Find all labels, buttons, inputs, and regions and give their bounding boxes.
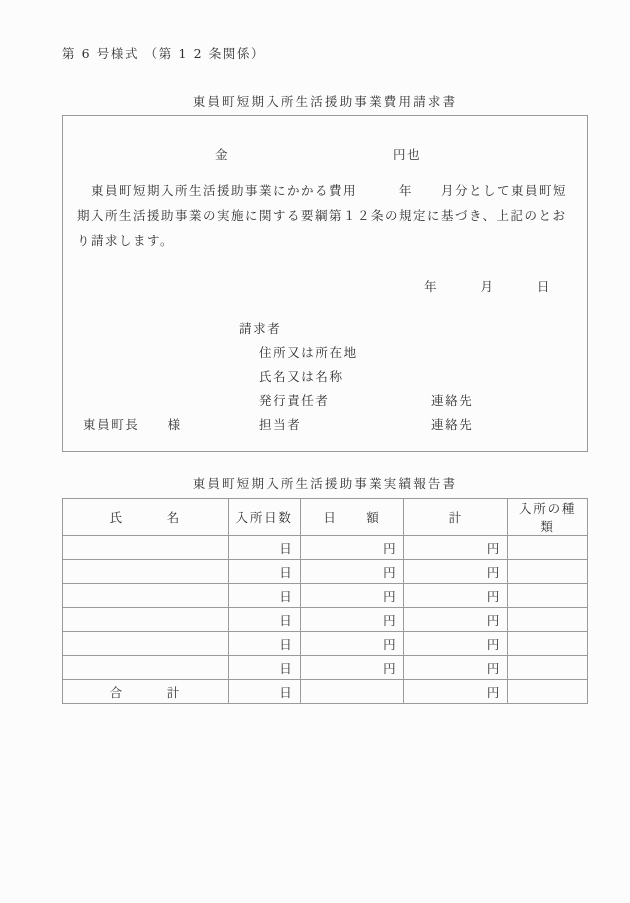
signature-label-publisher: 発行責任者 — [259, 393, 330, 408]
amount-unit: 円也 — [393, 147, 422, 162]
cell-sum-type[interactable] — [508, 680, 588, 704]
cell-name[interactable] — [63, 536, 229, 560]
cell-daily[interactable]: 円 — [300, 656, 404, 680]
table-row — [63, 656, 588, 680]
cell-days[interactable]: 日 — [228, 536, 300, 560]
cell-name[interactable] — [63, 608, 229, 632]
cell-total[interactable]: 円 — [404, 536, 508, 560]
signature-heading-row — [63, 319, 587, 343]
signature-addressee: 東員町長 様 — [83, 417, 182, 432]
table-sum-row — [63, 680, 588, 704]
invoice-box — [62, 115, 588, 452]
cell-sum-days[interactable]: 日 — [228, 680, 300, 704]
table-row — [63, 560, 588, 584]
cell-name[interactable] — [63, 632, 229, 656]
signature-label-name: 氏名又は名称 — [259, 369, 344, 384]
cell-total[interactable]: 円 — [404, 632, 508, 656]
signature-label-staff: 担当者 — [259, 417, 302, 432]
signature-label-address: 住所又は所在地 — [259, 345, 358, 360]
signature-row-name — [63, 367, 587, 391]
cell-days[interactable]: 日 — [228, 560, 300, 584]
cell-total[interactable]: 円 — [404, 584, 508, 608]
cell-daily[interactable]: 円 — [300, 608, 404, 632]
table-row — [63, 584, 588, 608]
signature-row-address — [63, 343, 587, 367]
report-title: 東員町短期入所生活援助事業実績報告書 — [192, 476, 458, 491]
amount-label: 金 — [215, 147, 230, 162]
cell-name[interactable] — [63, 584, 229, 608]
cell-total[interactable]: 円 — [404, 608, 508, 632]
signature-row-publisher — [63, 391, 587, 415]
form-number: 第 6 号様式 （第 1 2 条関係） — [62, 46, 266, 61]
report-table — [62, 498, 588, 704]
signature-row-staff — [63, 415, 587, 439]
amount-row — [63, 145, 587, 163]
cell-name[interactable] — [63, 560, 229, 584]
column-header-type: 入所の種類 — [508, 499, 588, 536]
invoice-body-line: 期入所生活援助事業の実施に関する要綱第１２条の規定に基づき、上記のとお — [77, 208, 567, 223]
signature-contact-staff: 連絡先 — [431, 417, 474, 432]
table-row — [63, 608, 588, 632]
cell-name[interactable] — [63, 656, 229, 680]
invoice-body-line: り請求します。 — [77, 233, 175, 248]
cell-daily[interactable]: 円 — [300, 632, 404, 656]
signature-contact-publisher: 連絡先 — [431, 393, 474, 408]
invoice-body — [77, 178, 577, 253]
cell-sum-total[interactable]: 円 — [404, 680, 508, 704]
cell-days[interactable]: 日 — [228, 656, 300, 680]
cell-daily[interactable]: 円 — [300, 560, 404, 584]
cell-type[interactable] — [508, 536, 588, 560]
cell-type[interactable] — [508, 560, 588, 584]
cell-days[interactable]: 日 — [228, 632, 300, 656]
signature-block — [63, 319, 587, 439]
table-row — [63, 632, 588, 656]
column-header-total: 計 — [404, 499, 508, 536]
cell-daily[interactable]: 円 — [300, 584, 404, 608]
cell-type[interactable] — [508, 656, 588, 680]
cell-daily[interactable]: 円 — [300, 536, 404, 560]
invoice-date-line: 年 月 日 — [424, 279, 551, 294]
column-header-daily: 日 額 — [300, 499, 404, 536]
column-header-name: 氏 名 — [63, 499, 229, 536]
cell-type[interactable] — [508, 584, 588, 608]
table-row — [63, 536, 588, 560]
cell-type[interactable] — [508, 608, 588, 632]
cell-total[interactable]: 円 — [404, 560, 508, 584]
cell-sum-daily[interactable] — [300, 680, 404, 704]
invoice-body-line: 東員町短期入所生活援助事業にかかる費用 年 月分として東員町短 — [77, 183, 568, 198]
cell-days[interactable]: 日 — [228, 608, 300, 632]
signature-heading: 請求者 — [239, 321, 282, 336]
cell-total[interactable]: 円 — [404, 656, 508, 680]
cell-sum-label: 合 計 — [63, 680, 229, 704]
cell-type[interactable] — [508, 632, 588, 656]
column-header-days: 入所日数 — [228, 499, 300, 536]
invoice-title: 東員町短期入所生活援助事業費用請求書 — [192, 94, 458, 109]
cell-days[interactable]: 日 — [228, 584, 300, 608]
table-header-row — [63, 499, 588, 536]
